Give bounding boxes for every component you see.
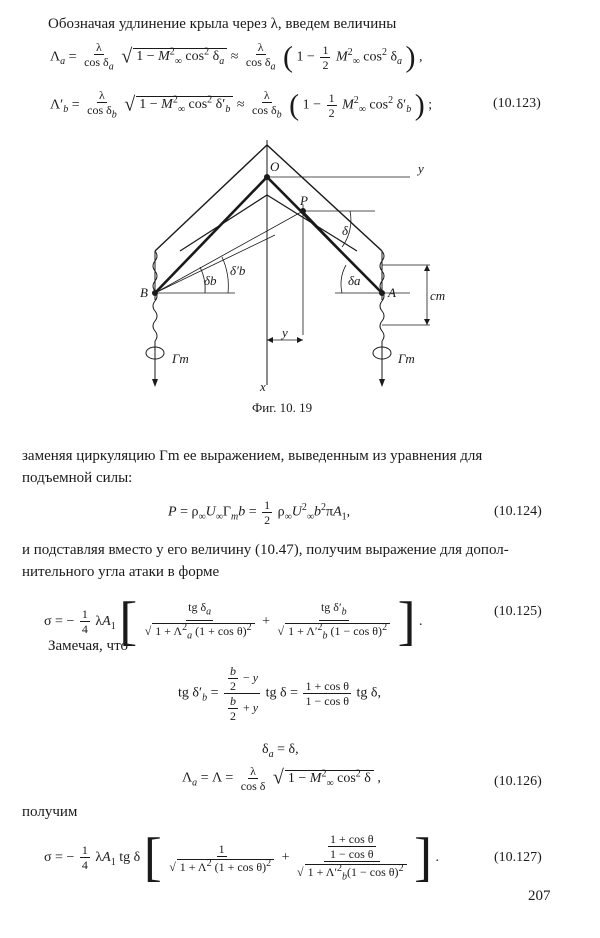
equation-tg-delta-b: tg $\delta'_b$ = $\frac{b}{2}$ − y $\frac{b}{2}$ + y tg δ = $\frac{\text{1 + cos θ}}{\text{1 − cos θ}}$ tg δ, xyxy=(178,664,381,723)
equation-10-125: σ = − $\frac{1}{4}$ $\lambda A_1$ [ $\frac{tg \delta_a}{√ 1 + \Lambda^2_a (1 + \cos \theta)^2}$ + $\frac{tg \delta'_b}{√ 1 + \Lambda'^2_b (1 - \cos \theta)^2}$ ] . xyxy=(44,591,423,651)
intro-text: Обозначая удлинение крыла через λ, введем величины xyxy=(48,16,397,32)
equation-10-124: $P = \rho_\infty U_\infty\Gamma_mb$ = $\frac{1}{2}$ $\rho_\infty U^2_\infty b^2\pi A_1$, xyxy=(168,498,351,527)
label-O: O xyxy=(270,159,280,174)
label-delta: δ xyxy=(342,223,349,238)
wing-diagram xyxy=(110,135,450,395)
label-delta-a: δa xyxy=(348,273,361,288)
paragraph-2-line-2: нительного угла атаки в форме xyxy=(22,564,220,580)
label-x-axis: x xyxy=(260,379,266,394)
equation-lambda-a: $\Lambda_a$ = $\frac{\lambda}{\cos \delta_a}$ √ $1 - M^2_\infty$ $\cos^2 \delta_a$ ≈ $\frac{\lambda}{\cos \delta_a}$ ( 1 − $\frac{1}{2}$ $M^2_\infty$ $\cos^2 \delta_a$ ) , xyxy=(50,40,423,74)
figure-caption: Фиг. 10. 19 xyxy=(252,400,313,415)
label-delta-b: δb xyxy=(204,273,217,288)
equation-number-127: (10.127) xyxy=(494,850,542,865)
label-y-axis: y xyxy=(418,161,424,176)
equation-number-126: (10.126) xyxy=(494,774,542,789)
paragraph-1-line-2: подъемной силы: xyxy=(22,470,133,486)
label-B: B xyxy=(140,285,148,300)
paragraph-4: получим xyxy=(22,804,78,820)
figure-10-19 xyxy=(110,135,450,400)
equation-number-125: (10.125) xyxy=(494,604,542,619)
paragraph-2-line-1: и подставляя вместо y его величину (10.47), получим выражение для допол- xyxy=(22,542,509,558)
equation-delta-a: $\delta_a = \delta$, xyxy=(262,742,299,760)
equation-number-123: (10.123) xyxy=(493,96,541,111)
label-c-m: cm xyxy=(430,288,446,303)
paragraph-1-line-1: заменяя циркуляцию Γm ее выражением, выведенным из уравнения для xyxy=(22,448,483,464)
label-gamma-right: Γm xyxy=(398,351,415,366)
equation-10-127: σ = − $\frac{1}{4}$ $\lambda A_1$ tg δ [ $\frac{1}{√ 1 + \Lambda^2 (1 + \cos \theta)^2}$ + $\frac{\frac{\text{1 + cos θ}}{\text{1 − cos θ}}}{√ 1 + \Lambda'^2_b(1 - \cos \theta)^2}$ ] . xyxy=(44,827,440,887)
equation-lambda-b: $\Lambda'_b$ = $\frac{\lambda}{\cos \delta_b}$ √ $1 - M^2_\infty$ $\cos^2 \delta'_b$ ≈ $\frac{\lambda}{\cos \delta_b}$ ( 1 − $\frac{1}{2}$ $M^2_\infty$ $\cos^2 \delta'_b$ ) ; xyxy=(50,88,433,122)
paragraph-3: Замечая, что xyxy=(48,638,128,654)
label-y-dim: y xyxy=(282,325,288,340)
label-delta-b-prime: δ′b xyxy=(230,263,246,278)
label-P: P xyxy=(300,193,308,208)
equation-number-124: (10.124) xyxy=(494,504,542,519)
label-gamma-left: Γm xyxy=(172,351,189,366)
page-number: 207 xyxy=(528,888,551,904)
equation-10-126: $\Lambda_a = \Lambda$ = $\frac{\lambda}{\text{cos δ}}$ √ $1 - M^2_\infty$ $\cos^2 \delta$ , xyxy=(182,764,381,793)
label-A: A xyxy=(388,285,396,300)
